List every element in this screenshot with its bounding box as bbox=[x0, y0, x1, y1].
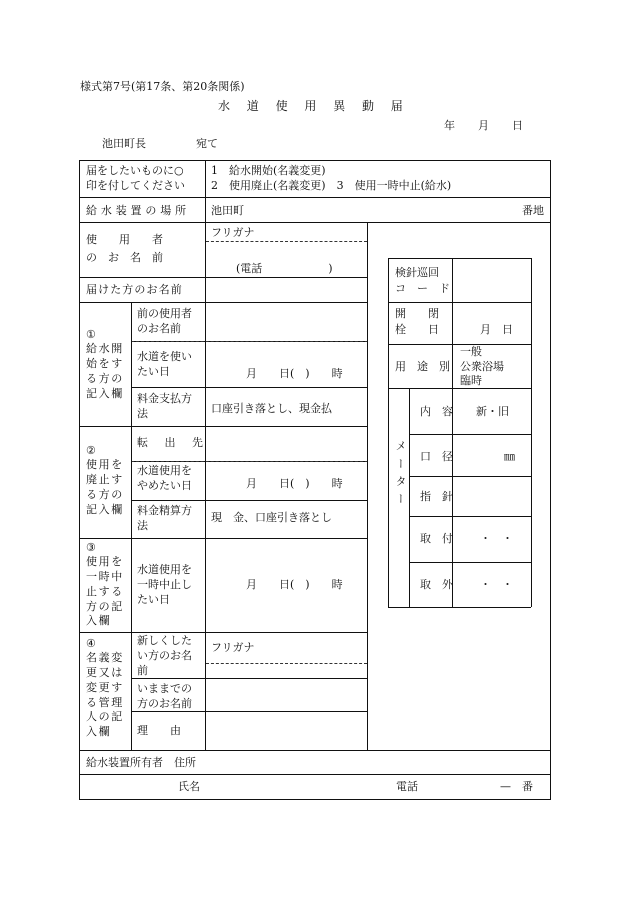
pause-date-field[interactable]: 月 日( ) 時 bbox=[246, 578, 343, 591]
patrol-code-line2: コ ー ド bbox=[395, 282, 450, 295]
option-stop-pause[interactable]: 2 使用廃止(名義変更) 3 使用一時中止(給水) bbox=[211, 179, 452, 192]
date-year: 年 bbox=[444, 119, 455, 132]
meter-label: メーター bbox=[394, 440, 407, 511]
patrol-code-line1: 検針巡回 bbox=[395, 266, 439, 279]
owner-phone-suffix: — 番 bbox=[500, 780, 533, 793]
user-label-line2: の お 名 前 bbox=[86, 251, 163, 264]
stop-date-field[interactable]: 月 日( ) 時 bbox=[246, 477, 343, 490]
form-title: 水 道 使 用 異 動 届 bbox=[218, 99, 406, 113]
owner-name-label: 氏名 bbox=[178, 780, 200, 793]
start-date-label: 水道を使いたい日 bbox=[137, 350, 192, 378]
meter-reading-label: 指 針 bbox=[420, 490, 453, 503]
meter-remove-label: 取 外 bbox=[420, 578, 453, 591]
usage-general[interactable]: 一般 bbox=[460, 345, 482, 358]
section2-label: 使用を廃止する方の記入欄 bbox=[86, 458, 124, 516]
start-date-field[interactable]: 月 日( ) 時 bbox=[246, 367, 343, 380]
valve-label-line1: 開 閉 bbox=[395, 307, 439, 320]
usage-bathhouse[interactable]: 公衆浴場 bbox=[460, 360, 504, 373]
payment-options[interactable]: 口座引き落とし、現金払 bbox=[211, 402, 332, 415]
date-month: 月 bbox=[478, 119, 489, 132]
meter-remove-value: ・ ・ bbox=[480, 578, 513, 591]
pause-date-label: 水道使用を一時中止したい日 bbox=[137, 563, 192, 606]
usage-label: 用 途 別 bbox=[395, 360, 450, 373]
form-number: 様式第7号(第17条、第20条関係) bbox=[80, 80, 245, 93]
section3-number: ③ bbox=[86, 541, 96, 554]
reason-label: 理 由 bbox=[137, 724, 181, 737]
settlement-label: 料金精算方法 bbox=[137, 504, 192, 532]
phone-label[interactable]: (電話 ) bbox=[236, 262, 333, 275]
moving-to-label: 転 出 先 bbox=[137, 436, 206, 449]
addressee: 池田町長 bbox=[102, 137, 146, 150]
meter-install-value: ・ ・ bbox=[480, 532, 513, 545]
meter-caliber-label: 口 径 bbox=[420, 450, 453, 463]
location-town: 池田町 bbox=[211, 204, 244, 217]
new-name-furigana: フリガナ bbox=[211, 641, 255, 654]
option-start-water[interactable]: 1 給水開始(名義変更) bbox=[211, 164, 326, 177]
new-name-label: 新しくしたい方のお名前 bbox=[137, 634, 192, 677]
settlement-options[interactable]: 現 金、口座引き落とし bbox=[211, 511, 332, 524]
payment-label: 料金支払方法 bbox=[137, 392, 192, 420]
meter-content-value[interactable]: 新・旧 bbox=[476, 405, 509, 418]
stop-date-label: 水道使用をやめたい日 bbox=[137, 464, 192, 492]
mark-instruction-line2: 印を付してください bbox=[86, 179, 185, 192]
usage-temporary[interactable]: 臨時 bbox=[460, 374, 482, 387]
location-banchi: 番地 bbox=[522, 204, 544, 217]
owner-address-label: 給水装置所有者 住所 bbox=[86, 756, 196, 769]
owner-phone-label: 電話 bbox=[396, 780, 418, 793]
meter-caliber-unit: ㎜ bbox=[504, 450, 515, 463]
valve-date-value: 月 日 bbox=[480, 323, 513, 336]
mark-instruction-line1: 届をしたいものに○ bbox=[86, 164, 184, 177]
addressee-suffix: 宛て bbox=[196, 137, 218, 150]
notifier-label: 届けた方のお名前 bbox=[86, 283, 183, 296]
meter-install-label: 取 付 bbox=[420, 532, 453, 545]
prev-user-label: 前の使用者のお名前 bbox=[137, 307, 192, 335]
section2-number: ② bbox=[86, 444, 96, 457]
date-day: 日 bbox=[512, 119, 523, 132]
section4-number: ④ bbox=[86, 637, 96, 650]
old-name-label: いままでの方のお名前 bbox=[137, 682, 192, 710]
section3-label: 使用を一時中止する方の記入欄 bbox=[86, 555, 124, 628]
section4-label: 名義変更又は変更する管理人の記入欄 bbox=[86, 651, 124, 739]
meter-content-label: 内 容 bbox=[420, 405, 453, 418]
section1-number: ① bbox=[86, 328, 96, 341]
furigana-label: フリガナ bbox=[211, 226, 255, 239]
valve-label-line2: 栓 日 bbox=[395, 323, 439, 336]
section1-label: 給水開始をする方の記入欄 bbox=[86, 342, 124, 400]
user-label-line1: 使 用 者 bbox=[86, 233, 163, 246]
location-label: 給水装置の場所 bbox=[86, 204, 190, 217]
